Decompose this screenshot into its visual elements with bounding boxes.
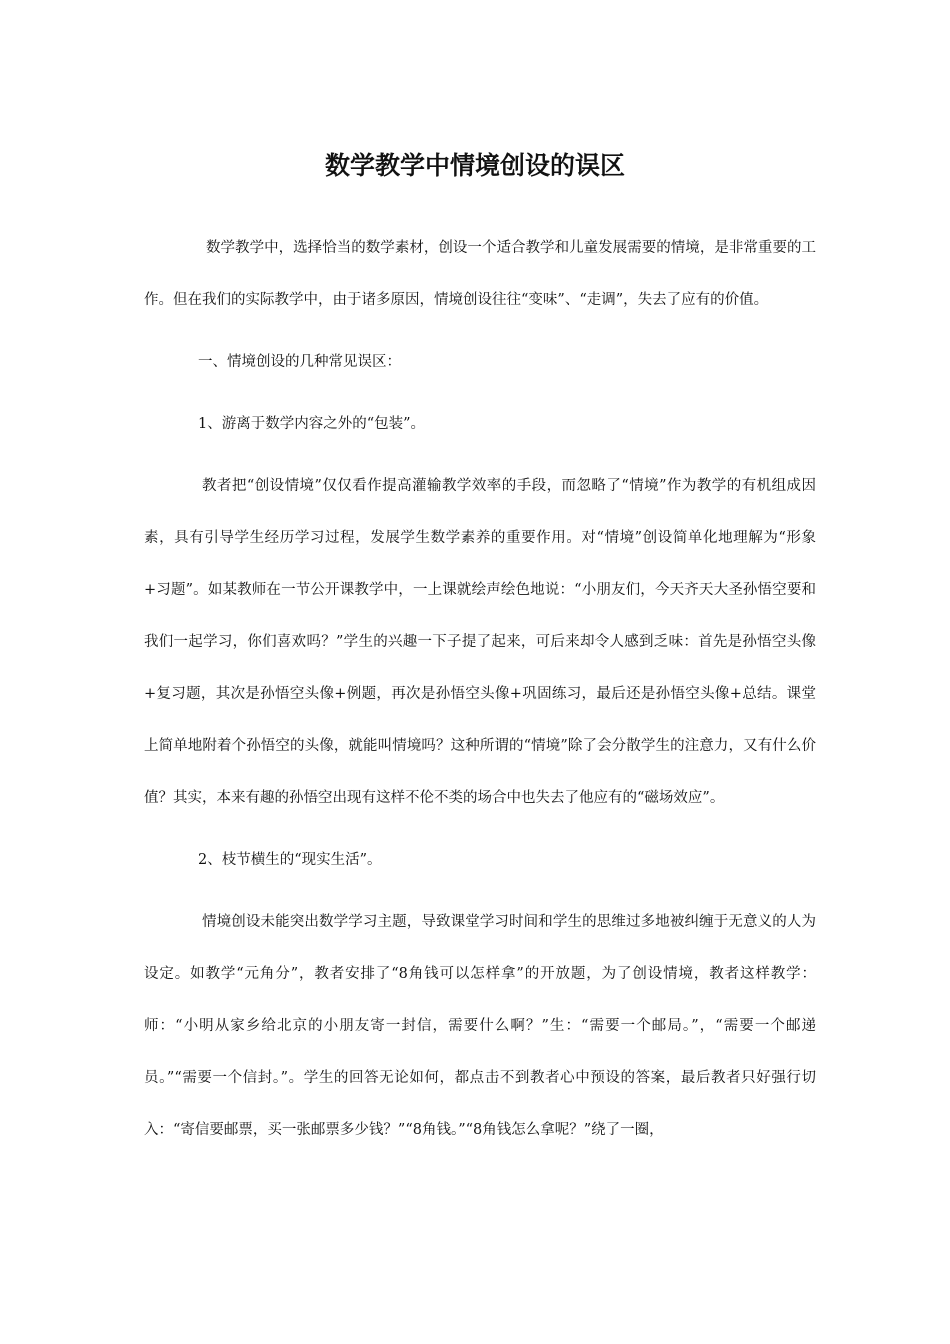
section-heading: 一、情境创设的几种常见误区： — [198, 354, 401, 370]
spacer — [144, 824, 816, 834]
spacer — [144, 450, 816, 460]
spacer — [144, 388, 816, 398]
item-2-heading: 2、枝节横生的“现实生活”。 — [198, 852, 382, 868]
item-2-paragraph: 情境创设未能突出数学学习主题，导致课堂学习时间和学生的思维过多地被纠缠于无意义的人为设定。如教学“元角分”，教者安排了“8角钱可以怎样拿”的开放题，为了创设情境，教者这样教学：师：“小明从家乡给北京的小朋友寄一封信，需要什么啊？”生：“需要一个邮局。”，“需要一个邮递员。”“需要一个信封。”。学生的回答无论如何，都点击不到教者心中预设的答案，最后教者只好强行切入：“寄信要邮票，买一张邮票多少钱？”“8角钱。”“8角钱怎么拿呢？”绕了一圈， — [144, 914, 816, 1138]
spacer — [144, 886, 816, 896]
item-1-heading: 1、游离于数学内容之外的“包装”。 — [198, 416, 426, 432]
spacer — [144, 326, 816, 336]
document-body — [144, 222, 816, 1156]
intro-paragraph: 数学教学中，选择恰当的数学素材，创设一个适合教学和儿童发展需要的情境，是非常重要的工作。但在我们的实际教学中，由于诸多原因，情境创设往往“变味”、“走调”，失去了应有的价值。 — [144, 240, 816, 308]
document-title: 数学教学中情境创设的误区 — [324, 151, 625, 180]
item-1-paragraph: 教者把“创设情境”仅仅看作提高灌输教学效率的手段，而忽略了“情境”作为教学的有机组成因素，具有引导学生经历学习过程，发展学生数学素养的重要作用。对“情境”创设简单化地理解为“形象+习题”。如某教师在一节公开课教学中，一上课就绘声绘色地说：“小朋友们，今天齐天大圣孙悟空要和我们一起学习，你们喜欢吗？”学生的兴趣一下子提了起来，可后来却令人感到乏味：首先是孙悟空头像+复习题，其次是孙悟空头像+例题，再次是孙悟空头像+巩固练习，最后还是孙悟空头像+总结。课堂上简单地附着个孙悟空的头像，就能叫情境吗？这种所谓的“情境”除了会分散学生的注意力，又有什么价值？其实，本来有趣的孙悟空出现有这样不伦不类的场合中也失去了他应有的“磁场效应”。 — [144, 478, 816, 806]
